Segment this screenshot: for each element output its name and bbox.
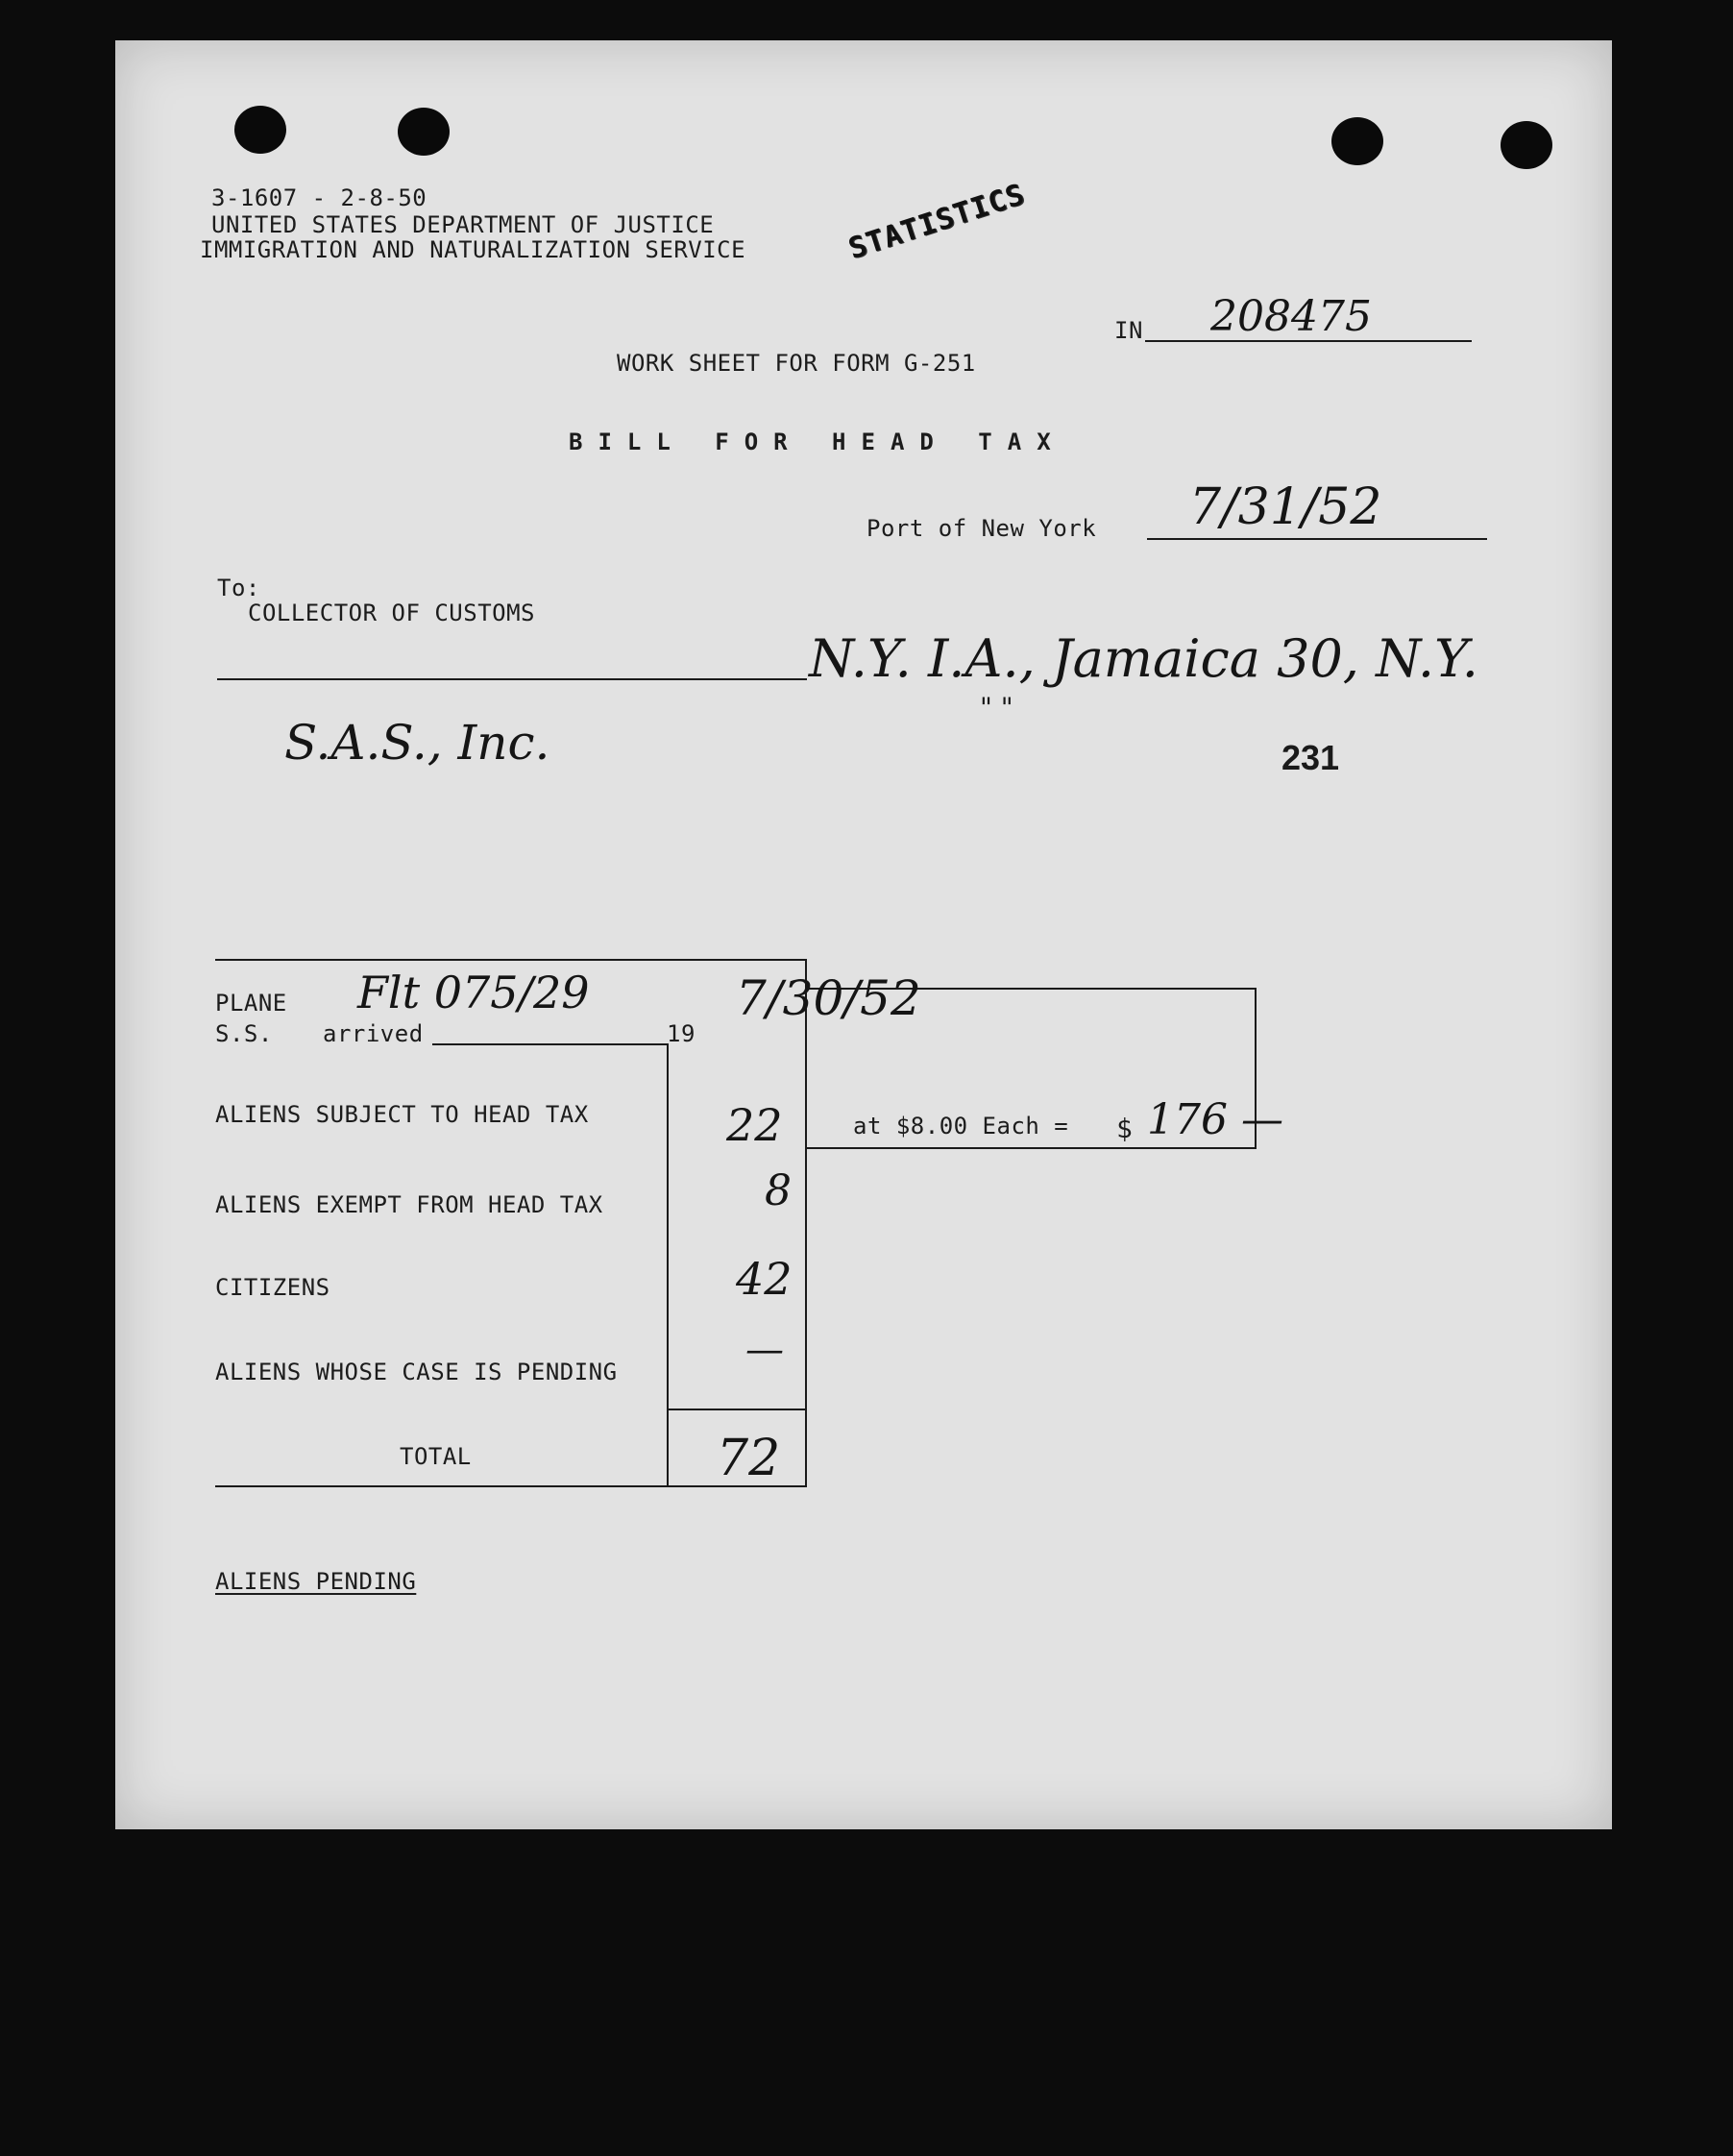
flight-number: Flt 075/29 — [357, 967, 590, 1018]
service-name: IMMIGRATION AND NATURALIZATION SERVICE — [200, 236, 746, 263]
port-date: 7/31/52 — [1189, 478, 1382, 536]
row-value-pending: — — [745, 1328, 784, 1372]
in-number: 208475 — [1210, 292, 1372, 341]
row-value-citizens: 42 — [736, 1253, 793, 1305]
arrived-label: arrived — [323, 1020, 424, 1047]
address-line — [217, 678, 807, 680]
table-top-line — [215, 959, 807, 961]
punch-hole-1 — [234, 106, 286, 154]
pending-divider — [667, 1409, 807, 1410]
rate-text: at $8.00 Each = — [853, 1113, 1069, 1139]
plane-label: PLANE — [215, 990, 287, 1017]
ss-label: S.S. — [215, 1020, 273, 1047]
handwritten-location: N.Y. I.A., Jamaica 30, N.Y. — [809, 628, 1478, 689]
department-name: UNITED STATES DEPARTMENT OF JUSTICE — [211, 211, 715, 238]
total-value: 72 — [717, 1430, 781, 1487]
aliens-pending-label: ALIENS PENDING — [215, 1568, 417, 1595]
form-number: 3-1607 - 2-8-50 — [211, 184, 427, 211]
punch-hole-3 — [1331, 117, 1383, 165]
rate-box-bottom — [807, 1147, 1257, 1149]
port-label: Port of New York — [866, 515, 1097, 542]
port-date-line — [1147, 538, 1487, 540]
row-label-exempt: ALIENS EXEMPT FROM HEAD TAX — [215, 1191, 603, 1218]
statistics-stamp: STATISTICS — [844, 177, 1030, 266]
row-label-citizens: CITIZENS — [215, 1274, 330, 1301]
punch-hole-2 — [398, 108, 450, 156]
rate-currency: $ — [1116, 1113, 1134, 1144]
collector-label: COLLECTOR OF CUSTOMS — [248, 600, 535, 626]
reference-number: 231 — [1281, 738, 1340, 777]
row-label-pending: ALIENS WHOSE CASE IS PENDING — [215, 1359, 618, 1385]
ditto-marks: " " — [980, 692, 1013, 723]
rate-amount: 176 — — [1147, 1095, 1283, 1144]
in-label: IN — [1114, 317, 1143, 344]
row-value-exempt: 8 — [765, 1166, 792, 1215]
arrived-underline — [432, 1043, 669, 1045]
bill-title: BILL FOR HEAD TAX — [569, 429, 1066, 455]
punch-hole-4 — [1501, 121, 1552, 169]
table-value-col-line — [667, 1043, 669, 1487]
row-value-subject: 22 — [726, 1099, 783, 1151]
to-label: To: — [217, 575, 260, 601]
handwritten-carrier: S.A.S., Inc. — [284, 715, 550, 771]
row-label-subject: ALIENS SUBJECT TO HEAD TAX — [215, 1101, 589, 1128]
year-prefix: 19 — [667, 1020, 696, 1047]
total-label: TOTAL — [400, 1443, 472, 1470]
arrival-date: 7/30/52 — [736, 970, 921, 1026]
form-sheet — [115, 40, 1612, 1829]
work-sheet-title: WORK SHEET FOR FORM G-251 — [617, 350, 976, 377]
